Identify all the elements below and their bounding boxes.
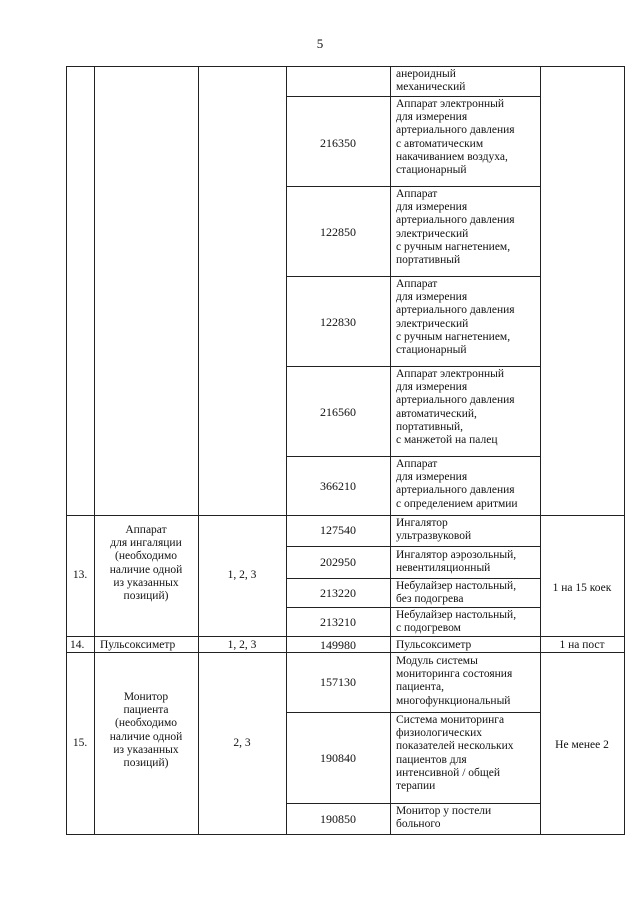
row-divider [286,712,540,713]
name-line: с определением аритмии [396,497,518,510]
code-cell: 202950 [320,555,356,569]
equipment-name [396,639,471,652]
row-number: 13. [72,569,88,581]
name-line: (необходимо [114,717,177,730]
equipment-name [396,609,516,635]
name-line: пациента [123,704,169,717]
name-line: Аппарат [396,278,438,290]
norm-cell: 1 на пост [559,639,605,651]
equipment-group-name [94,691,198,770]
name-line: Пульсоксиметр [396,639,472,651]
name-line: с подогревом [396,622,461,635]
name-line: артериального давления [396,214,515,227]
name-line: позиций) [123,590,169,603]
levels-cell: 1, 2, 3 [227,639,257,651]
name-line: артериального давления [396,304,515,317]
equipment-name [396,549,516,575]
name-line: многофункциональный [396,694,511,707]
code-cell: 127540 [320,523,356,537]
name-line: Аппарат электронный [396,98,505,110]
name-line: физиологических [396,727,483,740]
row-divider [286,96,540,97]
equipment-name [396,98,515,177]
name-line: Ингалятор аэрозольный, [396,549,517,561]
name-line: Аппарат [396,188,438,200]
name-line: из указанных [113,576,179,589]
equipment-name [396,458,518,511]
name-line: Ингалятор [396,517,448,529]
name-line: артериального давления [396,124,515,137]
name-line: Монитор [123,691,169,703]
name-line: наличие одной [109,730,183,743]
code-cell: 149980 [320,638,356,652]
equipment-name [396,188,515,267]
name-line: с автоматическим [396,137,484,150]
row-divider [286,276,540,277]
row-number: 15. [72,737,88,749]
name-line: наличие одной [109,563,183,576]
equipment-name [396,517,471,543]
name-line: портативный, [396,420,463,433]
code-cell: 122830 [320,315,356,329]
name-line: Небулайзер настольный, [396,609,517,621]
code-cell: 213220 [320,586,356,600]
name-line: Модуль системы [396,655,478,667]
row-divider [286,546,540,547]
name-line: с манжетой на палец [396,434,498,447]
name-line: из указанных [113,743,179,756]
row-divider [286,186,540,187]
norm-cell: Не менее 2 [555,739,609,751]
row-divider [286,366,540,367]
levels-cell: 1, 2, 3 [227,569,257,581]
equipment-name [396,714,514,793]
name-line: мониторинга состояния [396,668,513,681]
row-divider [286,456,540,457]
name-line: терапии [396,780,436,793]
column-border [540,66,541,835]
name-line: (необходимо [114,550,177,563]
code-cell: 190850 [320,812,356,826]
name-line: Аппарат электронный [396,368,505,380]
row-divider [286,578,540,579]
name-line: с ручным нагнетением, [396,330,511,343]
name-line: невентиляционный [396,562,491,575]
equipment-name [396,580,516,606]
name-line: для измерения [396,111,468,124]
name-line: позиций) [123,757,169,770]
equipment-name [396,655,512,708]
equipment-name [396,68,465,94]
code-cell: 216350 [320,136,356,150]
column-border [66,66,67,835]
row-number: 14. [70,639,85,651]
name-line: Система мониторинга [396,714,505,726]
row-divider [286,607,540,608]
name-line: пациентов для [396,753,467,766]
name-line: для измерения [396,381,468,394]
row-divider [286,803,540,804]
code-cell: 190840 [320,751,356,765]
levels-cell: 2, 3 [233,737,251,749]
name-line: электрический [396,227,469,240]
equipment-name [396,278,515,357]
column-border [390,66,391,835]
name-line: показателей нескольких [396,740,514,753]
name-line: накачиванием воздуха, [396,150,508,163]
norm-cell: 1 на 15 коек [552,582,612,594]
name-line: механический [396,81,466,94]
equipment-group-name: Пульсоксиметр [100,639,176,651]
name-line: стационарный [396,344,467,357]
column-border [286,66,287,835]
column-border [624,66,625,835]
name-line: артериального давления [396,394,515,407]
code-cell: 366210 [320,479,356,493]
name-line: Аппарат [396,458,438,470]
code-cell: 157130 [320,675,356,689]
name-line: Монитор у постели [396,805,492,817]
name-line: артериального давления [396,484,515,497]
name-line: автоматический, [396,407,477,420]
name-line: для ингаляции [110,537,182,550]
name-line: стационарный [396,164,467,177]
equipment-name [396,368,515,447]
name-line: с ручным нагнетением, [396,240,511,253]
name-line: для измерения [396,291,468,304]
code-cell: 213210 [320,615,356,629]
code-cell: 216560 [320,405,356,419]
page-number: 5 [316,36,324,51]
code-cell: 122850 [320,225,356,239]
equipment-group-name [94,524,198,603]
name-line: Небулайзер настольный, [396,580,517,592]
name-line: электрический [396,317,469,330]
name-line: для измерения [396,201,468,214]
column-border [198,66,199,835]
name-line: интенсивной / общей [396,766,500,779]
name-line: пациента, [396,681,444,694]
name-line: портативный [396,254,461,267]
name-line: анероидный [396,68,456,80]
name-line: без подогрева [396,593,464,606]
name-line: больного [396,818,441,831]
name-line: для измерения [396,471,468,484]
name-line: Аппарат [125,524,167,536]
equipment-name [396,805,491,831]
name-line: ультразвуковой [396,530,472,543]
